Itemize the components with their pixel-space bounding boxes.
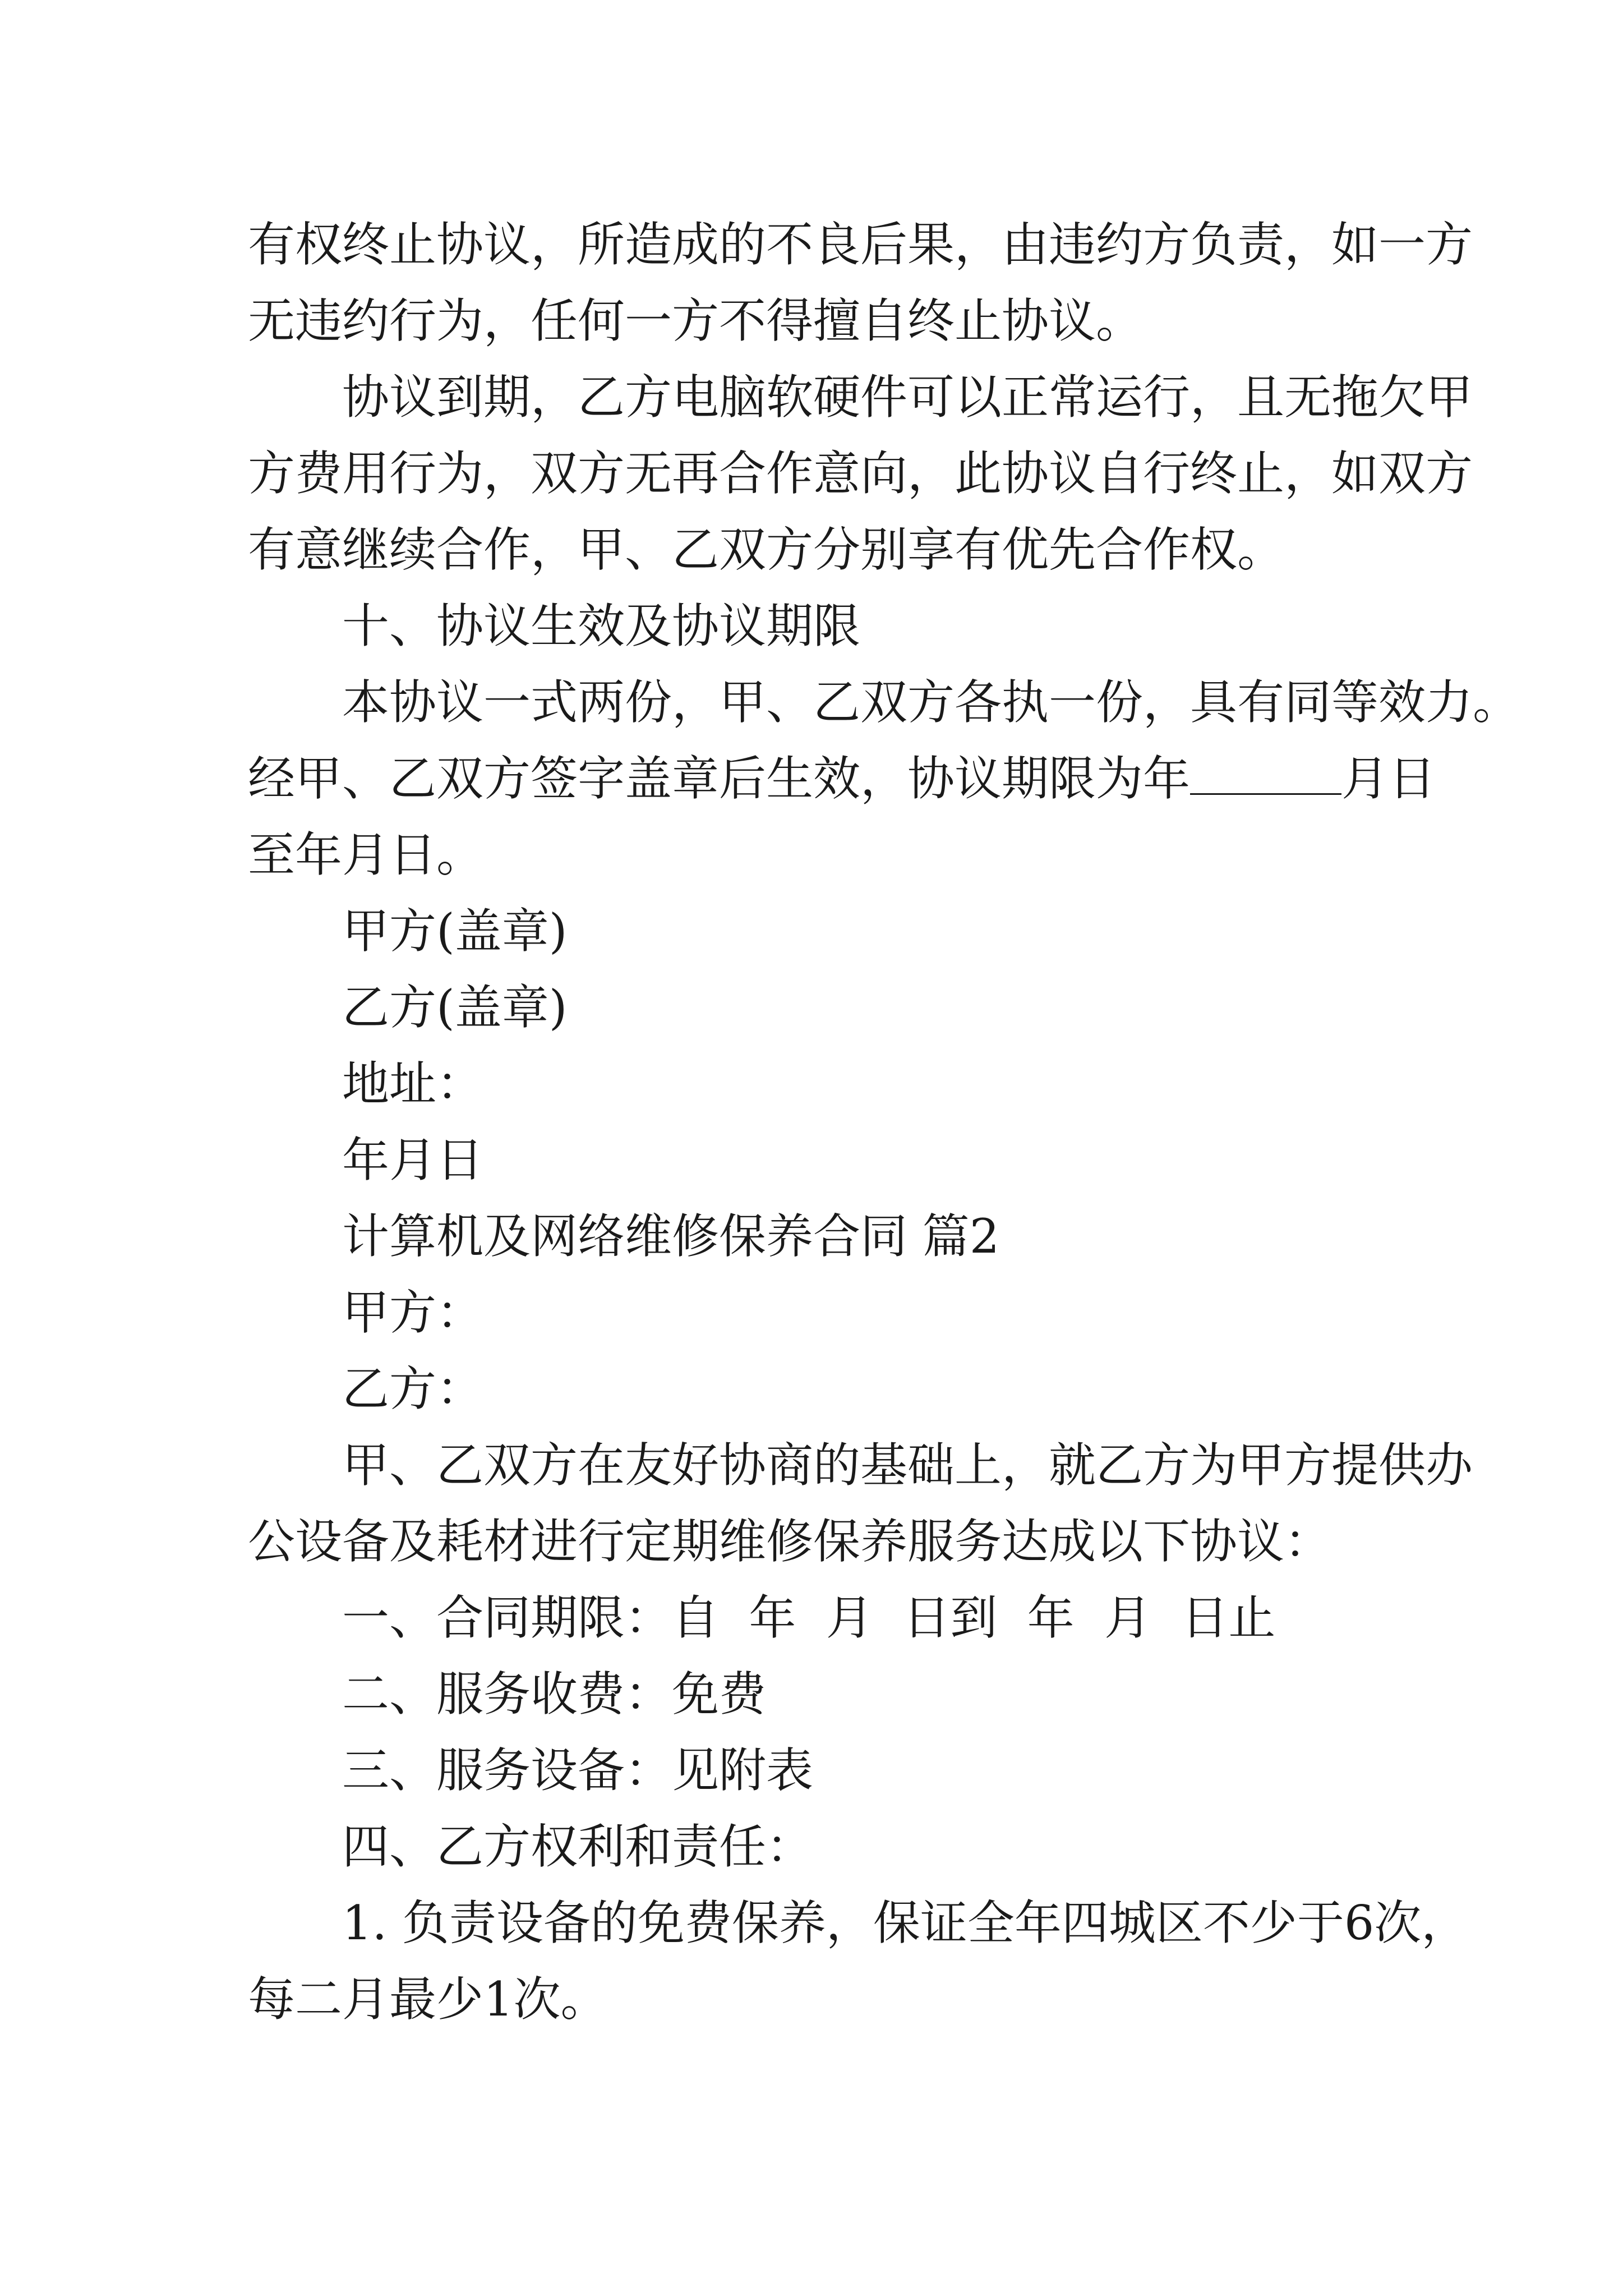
paragraph-line: [248, 740, 1436, 817]
clause-rights: 四、乙方权利和责任：: [342, 1819, 814, 1874]
date-line: 年月日: [342, 1133, 484, 1188]
term-text: 经甲、乙双方签字盖章后生效，协议期限为年: [248, 751, 1191, 806]
fill-in-blank: [1190, 754, 1341, 795]
party-a-label: 甲方：: [342, 1285, 484, 1340]
contract-title: 计算机及网络维修保养合同 篇2: [342, 1209, 1000, 1264]
clause-term: 一、合同期限：自 年 月 日到 年 月 日止: [342, 1590, 1276, 1645]
section-heading: 十、协议生效及协议期限: [342, 599, 861, 654]
term-text-end: 月日: [1341, 751, 1436, 806]
clause-fee: 二、服务收费：免费: [342, 1667, 767, 1722]
clause-equipment: 三、服务设备：见附表: [342, 1743, 814, 1798]
paragraph-line: 无违约行为，任何一方不得擅自终止协议。: [248, 293, 1144, 348]
party-a-seal: 甲方(盖章): [342, 904, 568, 959]
party-b-label: 乙方：: [342, 1361, 484, 1416]
paragraph-line: 有权终止协议，所造成的不良后果，由违约方负责，如一方: [248, 217, 1473, 272]
address-label: 地址：: [342, 1056, 484, 1111]
paragraph-line: 甲、乙双方在友好协商的基础上，就乙方为甲方提供办: [342, 1438, 1473, 1493]
party-b-seal: 乙方(盖章): [342, 980, 568, 1035]
paragraph-line: 至年月日。: [248, 827, 484, 882]
document-body: [248, 206, 1520, 2037]
paragraph-line: 公设备及耗材进行定期维修保养服务达成以下协议：: [248, 1514, 1332, 1569]
paragraph-line: 协议到期，乙方电脑软硬件可以正常运行，且无拖欠甲: [342, 370, 1473, 425]
list-item: 1. 负责设备的免费保养，保证全年四城区不少于6次，: [342, 1895, 1469, 1950]
paragraph-line: 本协议一式两份，甲、乙双方各执一份，具有同等效力。: [342, 675, 1520, 730]
list-item-continuation: 每二月最少1次。: [248, 1972, 608, 2027]
paragraph-line: 方费用行为，双方无再合作意向，此协议自行终止，如双方: [248, 446, 1473, 501]
paragraph-line: 有意继续合作，甲、乙双方分别享有优先合作权。: [248, 522, 1285, 577]
